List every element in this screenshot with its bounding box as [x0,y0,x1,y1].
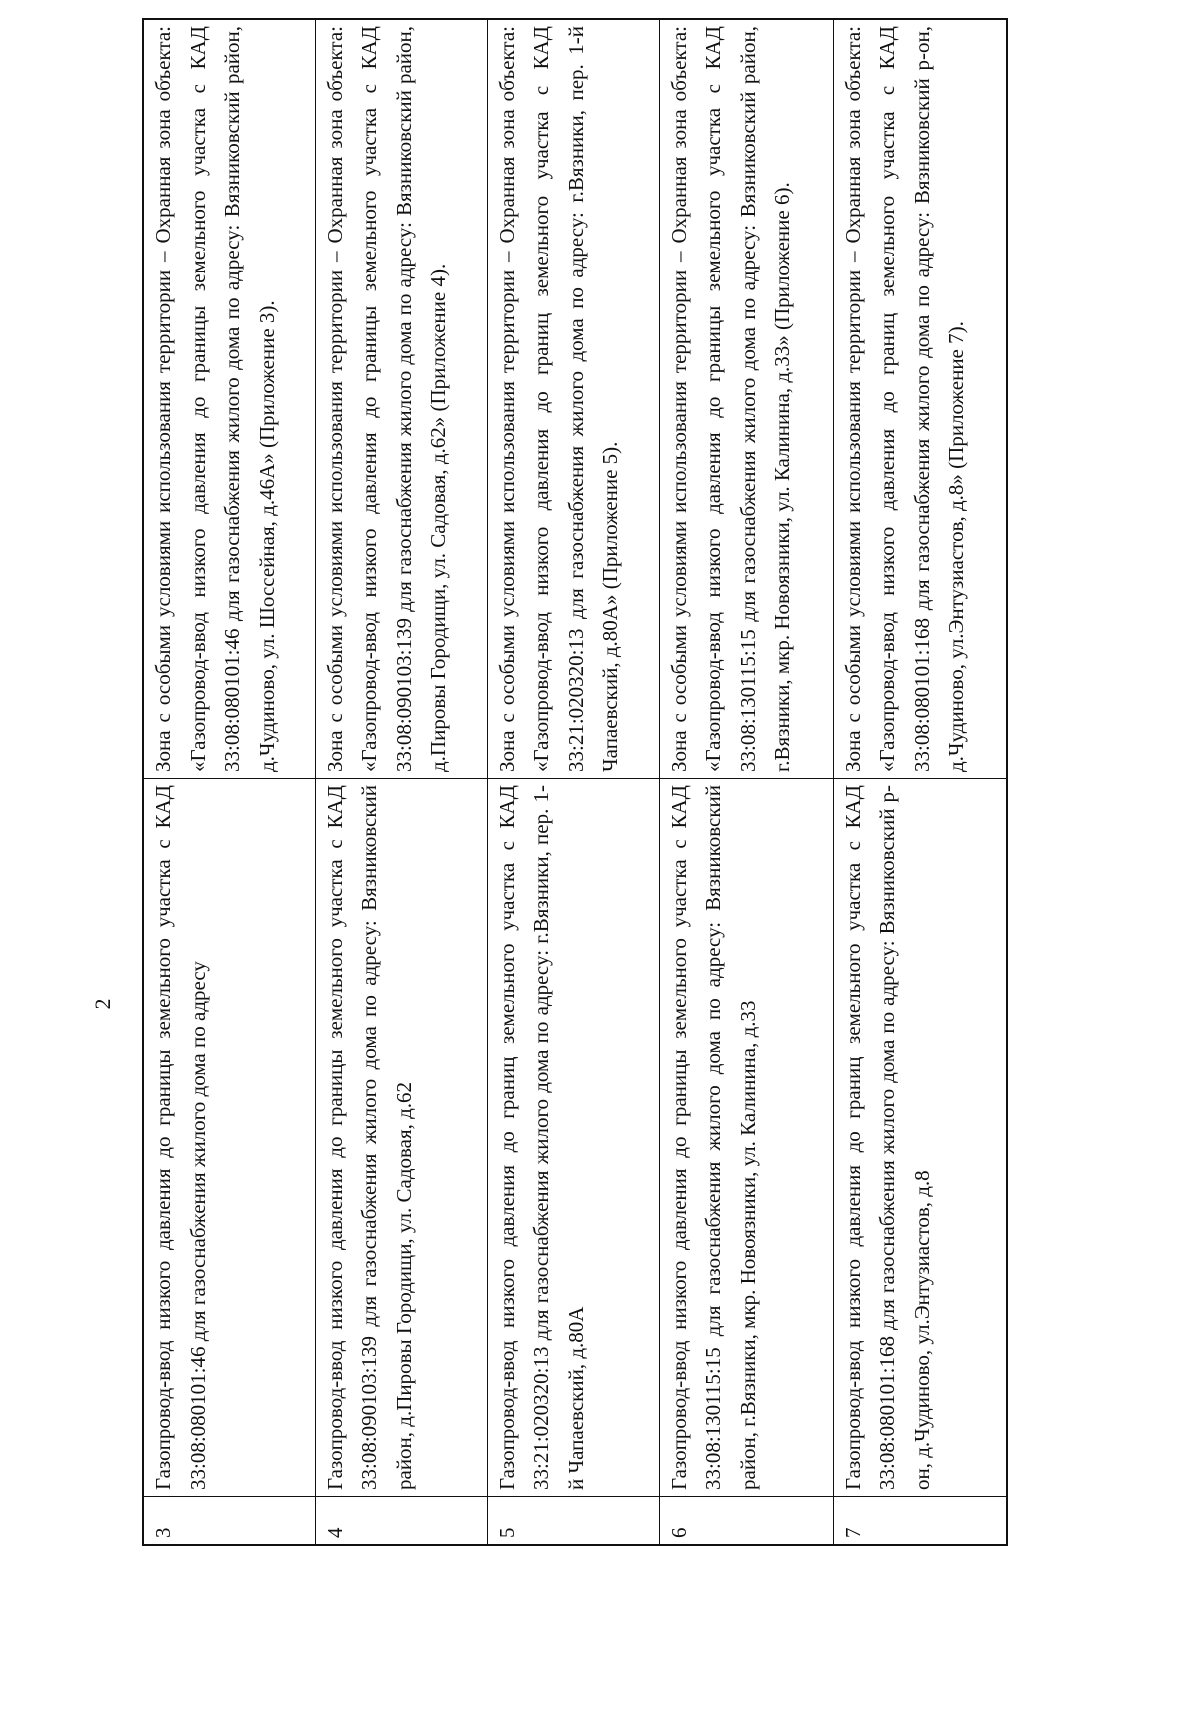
table-row [315,19,487,1545]
zones-table [142,18,1008,1546]
table-row [659,19,833,1545]
zone-description: Зона с особыми условиями использования территории – Охранная зона объекта: «Газопровод-ввод низкого давления до границы земельного участка с КАД 33:08:090103:139 для газоснабжения жилого дома по адресу: Вязниковский район, д.Пировы Городищи, ул. Садовая, д.62» (Приложение 4). [315,19,487,779]
table-row [143,19,315,1545]
zones-table-wrapper [142,26,1006,1546]
object-description: Газопровод-ввод низкого давления до границы земельного участка с КАД 33:08:130115:15 для газоснабжения жилого дома по адресу: Вязниковский район, г.Вязники, мкр. Новоязники, ул. Калинина, д.33 [659,779,833,1497]
row-number: 5 [487,1497,659,1546]
table-row [833,19,1007,1545]
object-description: Газопровод-ввод низкого давления до границы земельного участка с КАД 33:08:080101:46 для газоснабжения жилого дома по адресу [143,779,315,1497]
object-description: Газопровод-ввод низкого давления до границы земельного участка с КАД 33:08:090103:139 для газоснабжения жилого дома по адресу: Вязниковский район, д.Пировы Городищи, ул. Садовая, д.62 [315,779,487,1497]
row-number: 7 [833,1497,1007,1546]
zone-description: Зона с особыми условиями использования территории – Охранная зона объекта: «Газопровод-ввод низкого давления до границы земельного участка с КАД 33:08:130115:15 для газоснабжения жилого дома по адресу: Вязниковский район, г.Вязники, мкр. Новоязники, ул. Калинина, д.33» (Приложение 6). [659,19,833,779]
table-row [487,19,659,1545]
object-description: Газопровод-ввод низкого давления до границ земельного участка с КАД 33:08:080101:168 для газоснабжения жилого дома по адресу: Вязниковский р-он, д.Чудиново, ул.Энтузиастов, д.8 [833,779,1007,1497]
row-number: 3 [143,1497,315,1546]
zone-description: Зона с особыми условиями использования территории – Охранная зона объекта: «Газопровод-ввод низкого давления до границ земельного участка с КАД 33:21:020320:13 для газоснабжения жилого дома по адресу: г.Вязники, пер. 1-й Чапаевский, д.80А» (Приложение 5). [487,19,659,779]
object-description: Газопровод-ввод низкого давления до границ земельного участка с КАД 33:21:020320:13 для газоснабжения жилого дома по адресу: г.Вязники, пер. 1-й Чапаевский, д.80А [487,779,659,1497]
row-number: 6 [659,1497,833,1546]
page-number: 2 [90,998,115,1010]
zone-description: Зона с особыми условиями использования территории – Охранная зона объекта: «Газопровод-ввод низкого давления до границ земельного участка с КАД 33:08:080101:168 для газоснабжения жилого дома по адресу: Вязниковский р-он, д.Чудиново, ул.Энтузиастов, д.8» (Приложение 7). [833,19,1007,779]
zone-description: Зона с особыми условиями использования территории – Охранная зона объекта: «Газопровод-ввод низкого давления до границы земельного участка с КАД 33:08:080101:46 для газоснабжения жилого дома по адресу: Вязниковский район, д.Чудиново, ул. Шоссейная, д.46А» (Приложение 3). [143,19,315,779]
row-number: 4 [315,1497,487,1546]
